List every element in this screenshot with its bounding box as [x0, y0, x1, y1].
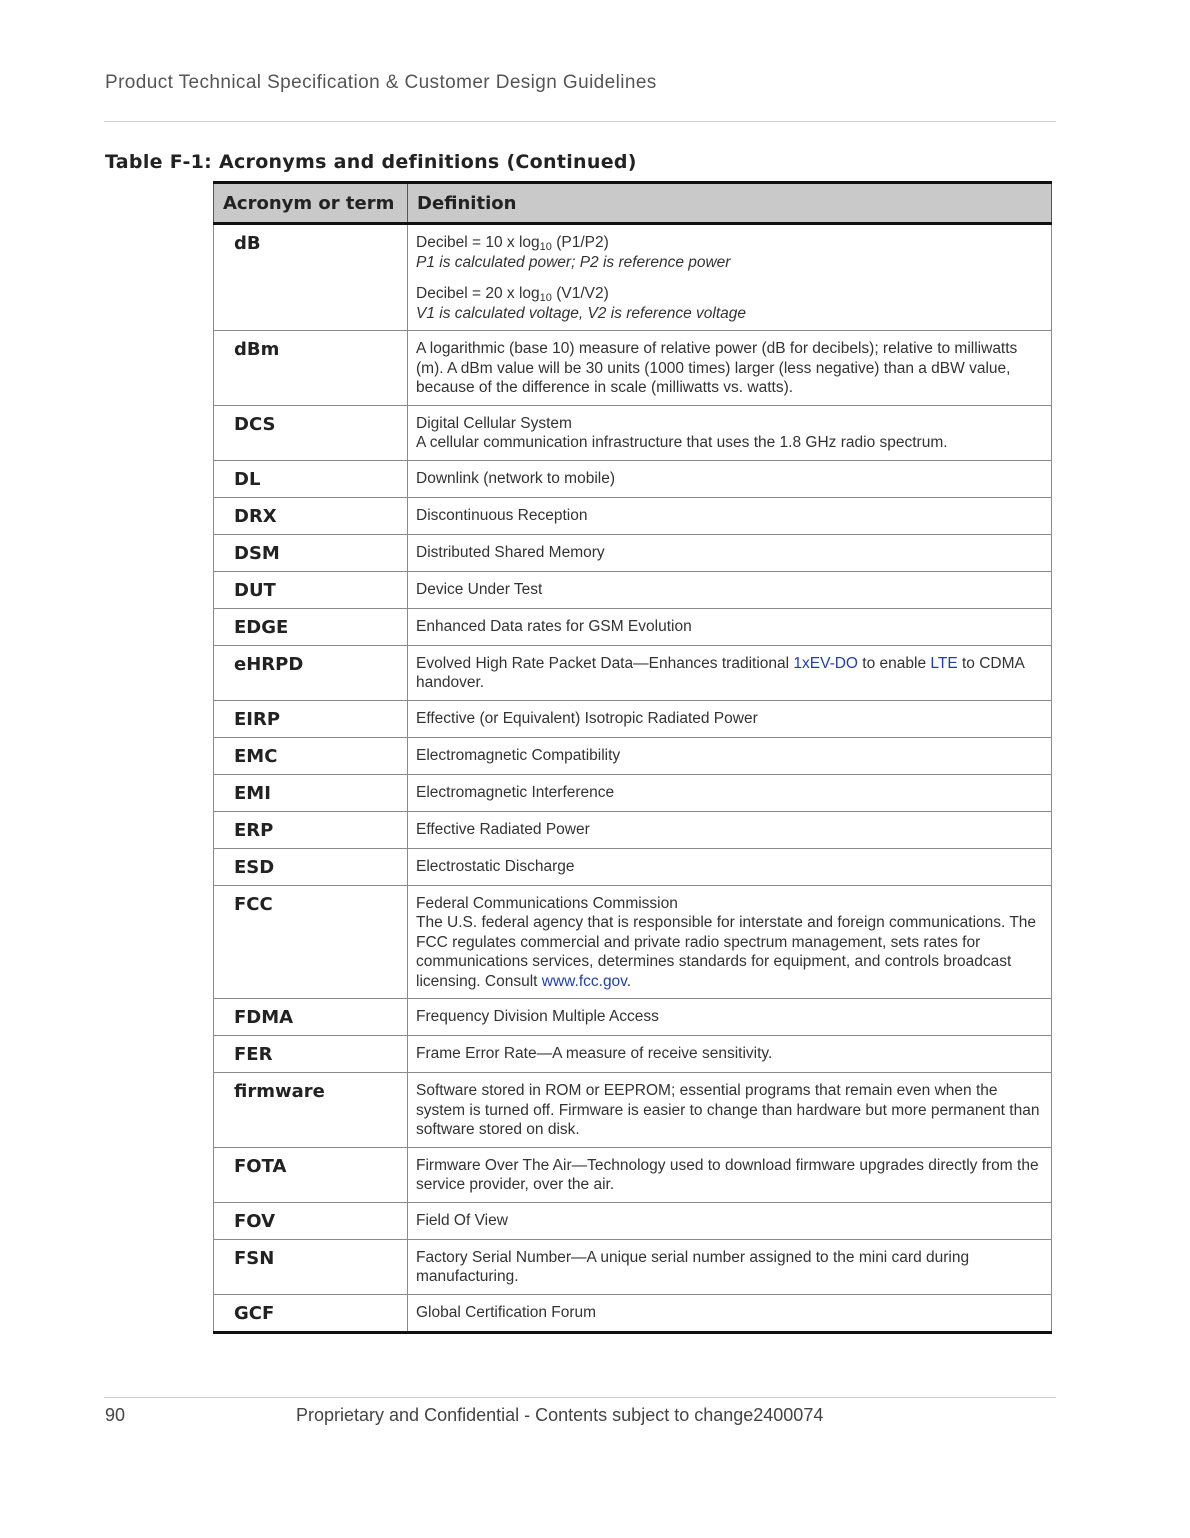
term-cell: DUT — [214, 571, 408, 608]
definition-cell — [408, 885, 1052, 999]
footer-text: Proprietary and Confidential - Contents subject to change2400074 — [296, 1405, 824, 1425]
term-cell: FCC — [214, 885, 408, 999]
definition-line: Federal Communications Commission — [416, 894, 678, 912]
term-cell: EIRP — [214, 700, 408, 737]
definition-cell: Electromagnetic Interference — [408, 774, 1052, 811]
table-row — [214, 1147, 1052, 1202]
formula-text: (V1/V2) — [551, 285, 609, 302]
definition-cell: Software stored in ROM or EEPROM; essential programs that remain even when the system is turned off. Firmware is easier to change than hardware but more permanent than software stored on disk. — [408, 1073, 1052, 1148]
table-row — [214, 848, 1052, 885]
link-lte[interactable]: LTE — [930, 654, 958, 672]
definition-cell: Factory Serial Number—A unique serial number assigned to the mini card during manufacturing. — [408, 1239, 1052, 1294]
definition-line: A cellular communication infrastructure that uses the 1.8 GHz radio spectrum. — [416, 434, 948, 451]
definition-cell — [408, 224, 1052, 331]
table-row — [214, 460, 1052, 497]
formula-line — [416, 233, 1043, 253]
term-cell: FOV — [214, 1202, 408, 1239]
definition-cell: Enhanced Data rates for GSM Evolution — [408, 608, 1052, 645]
definition-cell: A logarithmic (base 10) measure of relative power (dB for decibels); relative to milliwatts (m). A dBm value will be 30 units (1000 times) larger (less negative) than a dBW value, because of the difference in scale (milliwatts vs. watts). — [408, 331, 1052, 406]
term-cell: DL — [214, 460, 408, 497]
table-row — [214, 405, 1052, 460]
table-row — [214, 774, 1052, 811]
column-header-term: Acronym or term — [214, 183, 408, 224]
definition-cell: Field Of View — [408, 1202, 1052, 1239]
table-row — [214, 885, 1052, 999]
definition-cell: Electromagnetic Compatibility — [408, 737, 1052, 774]
definition-cell — [408, 405, 1052, 460]
table-row — [214, 811, 1052, 848]
term-cell: dBm — [214, 331, 408, 406]
page-number: 90 — [105, 1405, 126, 1425]
link-1xev-do[interactable]: 1xEV-DO — [793, 654, 858, 672]
definition-line — [416, 913, 1043, 991]
column-header-definition: Definition — [408, 183, 1052, 224]
term-cell: firmware — [214, 1073, 408, 1148]
term-cell: EMC — [214, 737, 408, 774]
table-row — [214, 999, 1052, 1036]
definition-line: Digital Cellular System — [416, 414, 572, 432]
table-row — [214, 700, 1052, 737]
header-divider — [104, 121, 1056, 122]
definition-cell: Firmware Over The Air—Technology used to download firmware upgrades directly from the service provider, over the air. — [408, 1147, 1052, 1202]
definition-cell: Electrostatic Discharge — [408, 848, 1052, 885]
table-row — [214, 1239, 1052, 1294]
table-row — [214, 571, 1052, 608]
table-row — [214, 497, 1052, 534]
table-row — [214, 224, 1052, 331]
formula-line — [416, 284, 1043, 304]
term-cell: ESD — [214, 848, 408, 885]
definition-cell: Effective (or Equivalent) Isotropic Radiated Power — [408, 700, 1052, 737]
definition-cell: Distributed Shared Memory — [408, 534, 1052, 571]
definition-cell — [408, 645, 1052, 700]
formula-text: (P1/P2) — [551, 234, 609, 251]
definition-text: The U.S. federal agency that is responsible for interstate and foreign communications. The FCC regulates commercial and private radio spectrum management, sets rates for communications services, determines standards for equipment, and controls broadcast licensing. Consult — [416, 914, 1037, 990]
formula-subscript: 10 — [539, 292, 552, 304]
definition-cell: Frame Error Rate—A measure of receive sensitivity. — [408, 1036, 1052, 1073]
table-row — [214, 645, 1052, 700]
definition-cell: Frequency Division Multiple Access — [408, 999, 1052, 1036]
definition-text: . — [626, 972, 632, 990]
term-cell: FER — [214, 1036, 408, 1073]
definition-cell: Downlink (network to mobile) — [408, 460, 1052, 497]
definition-cell: Effective Radiated Power — [408, 811, 1052, 848]
definition-text: to enable — [857, 654, 931, 672]
formula-subscript: 10 — [539, 241, 552, 253]
term-cell: dB — [214, 224, 408, 331]
table-row — [214, 608, 1052, 645]
term-cell: FOTA — [214, 1147, 408, 1202]
term-cell: EMI — [214, 774, 408, 811]
formula-note: V1 is calculated voltage, V2 is reference voltage — [416, 304, 746, 322]
term-cell: ERP — [214, 811, 408, 848]
table-row — [214, 534, 1052, 571]
term-cell: DSM — [214, 534, 408, 571]
term-cell: DCS — [214, 405, 408, 460]
table-caption: Table F-1: Acronyms and definitions (Continued) — [105, 151, 637, 173]
table-row — [214, 1294, 1052, 1332]
definition-cell: Device Under Test — [408, 571, 1052, 608]
formula-text: Decibel = 10 x log — [416, 234, 540, 251]
table-row — [214, 1202, 1052, 1239]
table-row — [214, 1036, 1052, 1073]
definition-text: to CDMA handover. — [416, 654, 1024, 691]
table-row — [214, 331, 1052, 406]
term-cell: eHRPD — [214, 645, 408, 700]
formula-note: P1 is calculated power; P2 is reference power — [416, 253, 731, 271]
link-fcc-website[interactable]: www.fcc.gov — [541, 972, 627, 990]
term-cell: EDGE — [214, 608, 408, 645]
term-cell: GCF — [214, 1294, 408, 1332]
table-row — [214, 737, 1052, 774]
definition-cell: Global Certification Forum — [408, 1294, 1052, 1332]
acronyms-table — [213, 181, 1051, 1334]
term-cell: FSN — [214, 1239, 408, 1294]
running-header: Product Technical Specification & Customer Design Guidelines — [105, 72, 657, 93]
term-cell: FDMA — [214, 999, 408, 1036]
term-cell: DRX — [214, 497, 408, 534]
table-row — [214, 1073, 1052, 1148]
definition-text: Evolved High Rate Packet Data—Enhances traditional — [416, 654, 794, 672]
formula-text: Decibel = 20 x log — [416, 285, 540, 302]
table-header-row — [214, 183, 1052, 224]
footer-divider — [104, 1397, 1056, 1398]
definition-cell: Discontinuous Reception — [408, 497, 1052, 534]
